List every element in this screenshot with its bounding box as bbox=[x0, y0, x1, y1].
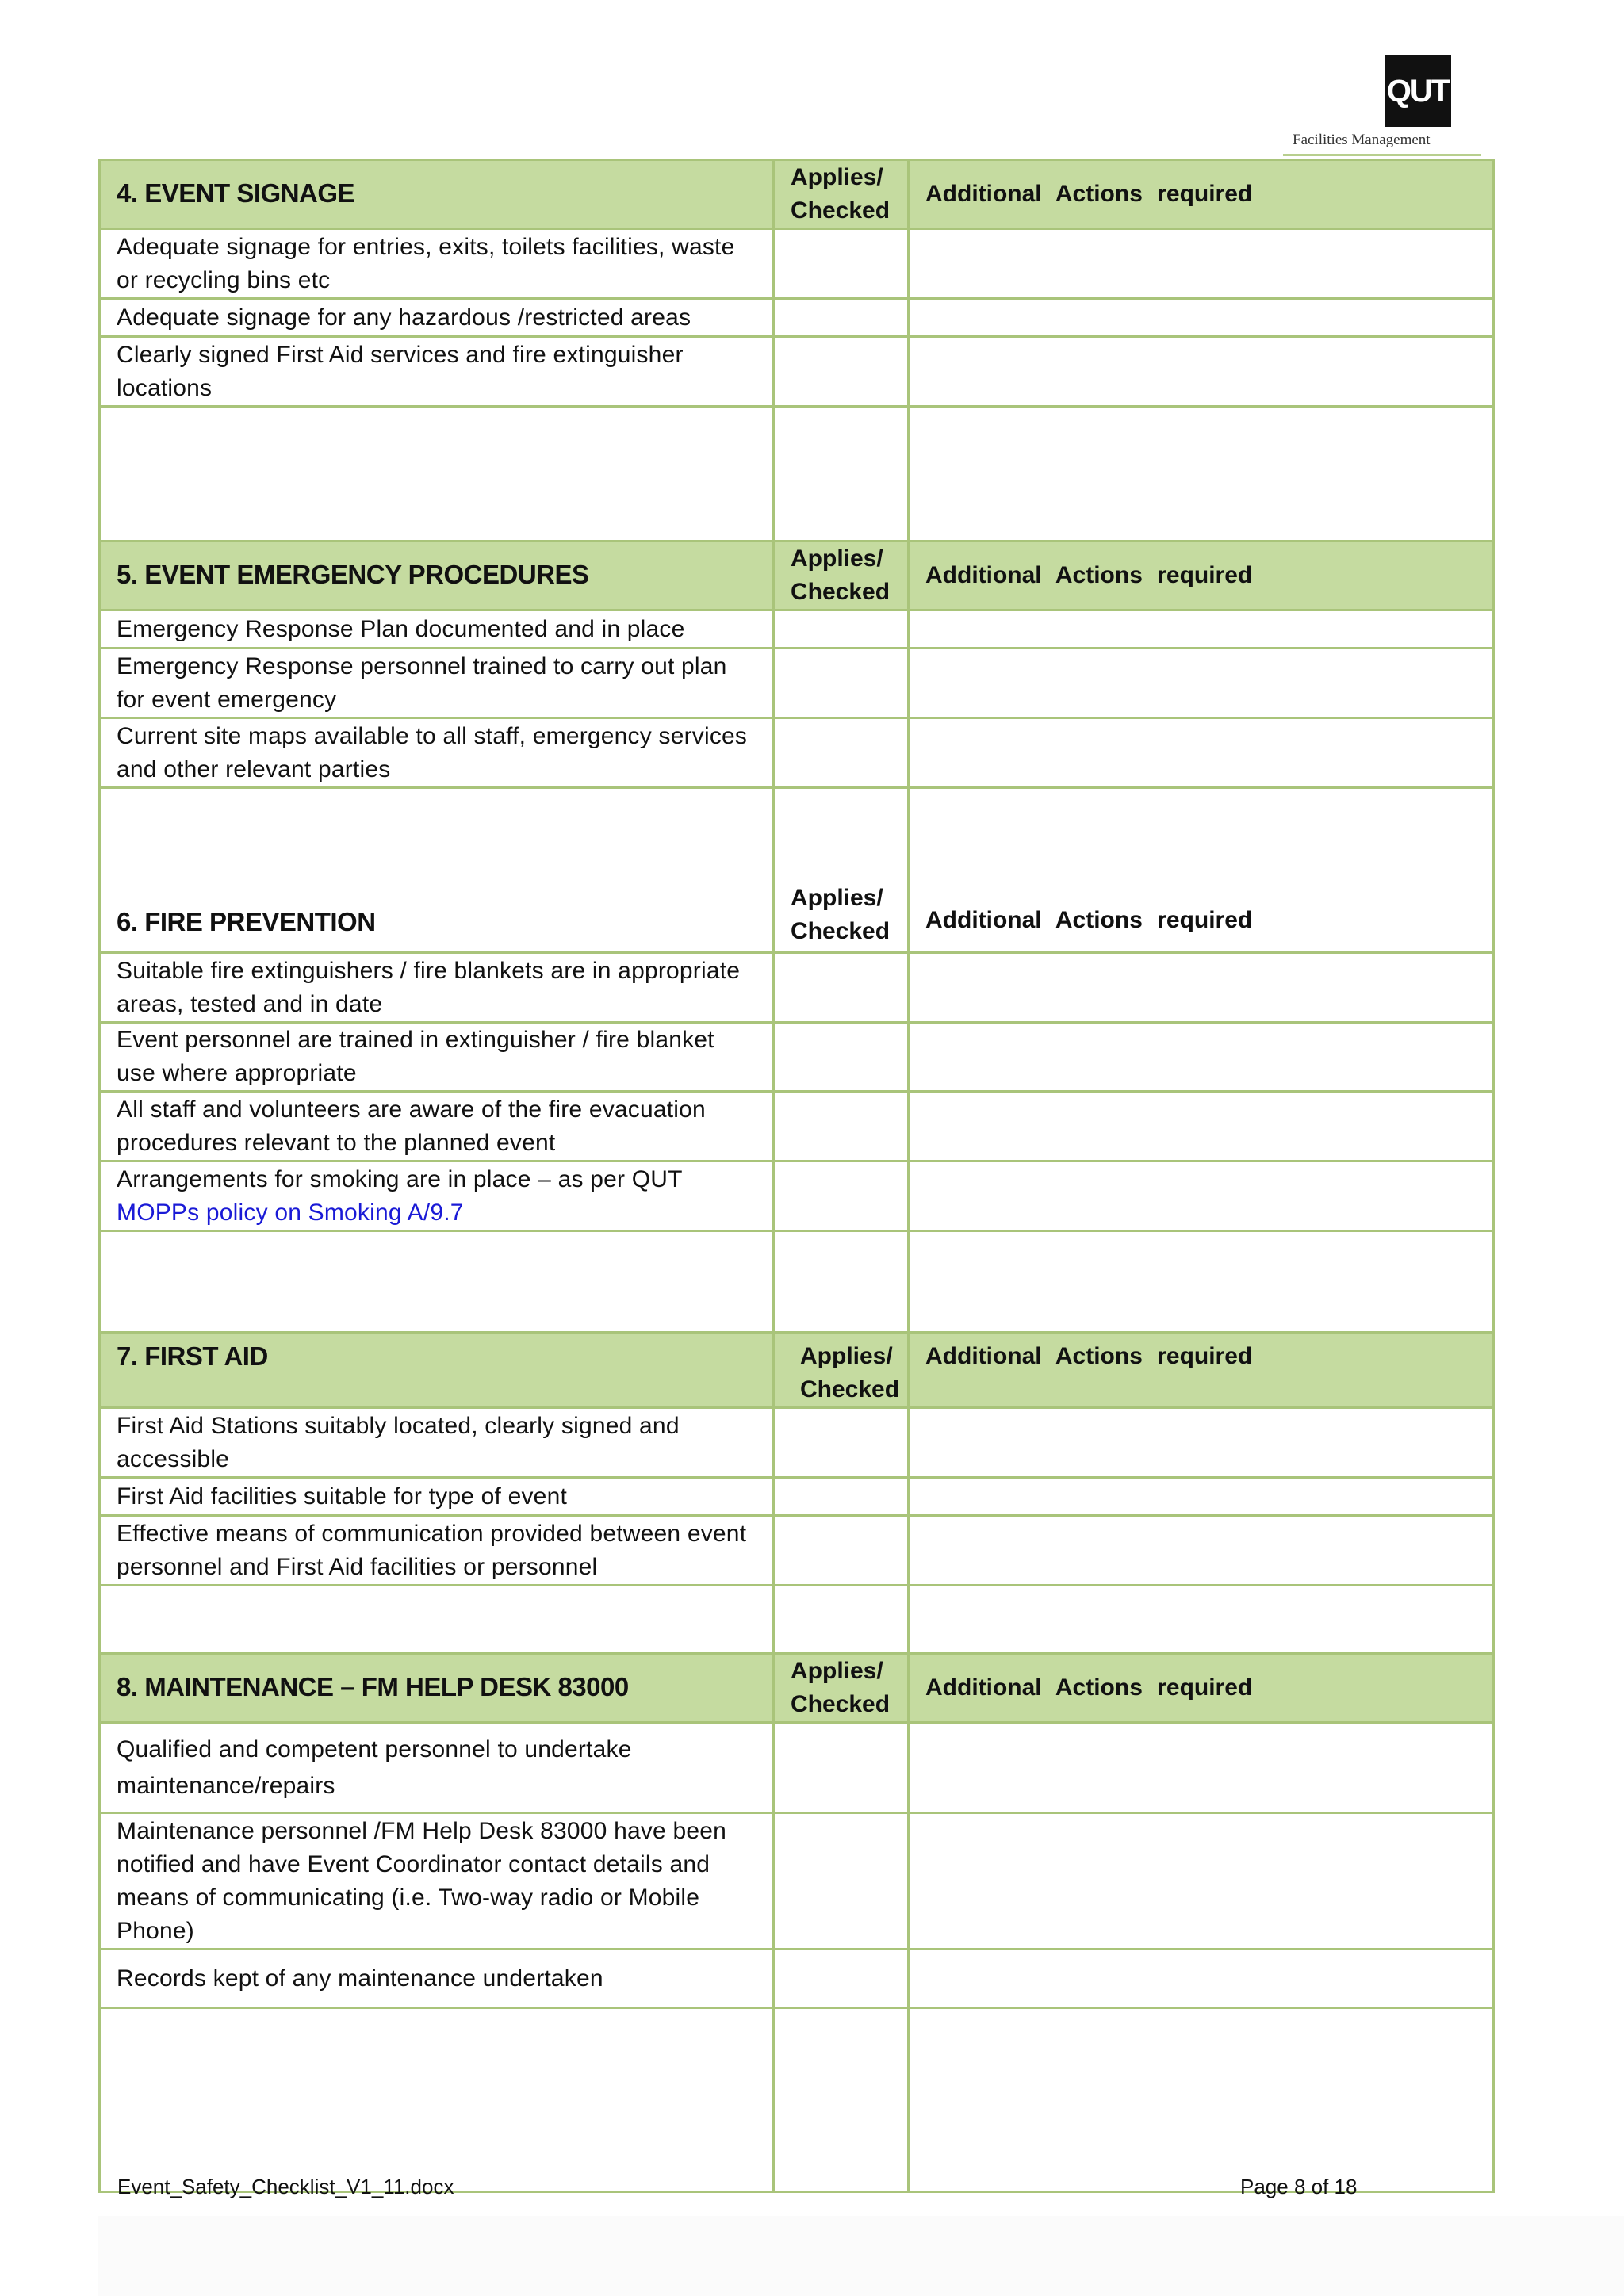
checklist-item: Effective means of communication provided between event personnel and First Aid facilities or personnel bbox=[100, 1516, 774, 1586]
additional-actions-cell[interactable] bbox=[909, 1813, 1494, 1950]
logo-underline bbox=[1283, 154, 1481, 156]
section-title: 4. EVENT SIGNAGE bbox=[100, 160, 774, 229]
additional-actions-cell[interactable] bbox=[909, 1023, 1494, 1092]
applies-checkbox-cell[interactable] bbox=[774, 1408, 909, 1478]
applies-checkbox-cell[interactable] bbox=[774, 1161, 909, 1231]
checklist-item: Event personnel are trained in extinguisher / fire blanket use where appropriate bbox=[100, 1023, 774, 1092]
checklist-row bbox=[100, 1408, 1494, 1478]
applies-checkbox-cell[interactable] bbox=[774, 2008, 909, 2192]
additional-actions-cell[interactable] bbox=[909, 1478, 1494, 1516]
applies-checkbox-cell[interactable] bbox=[774, 610, 909, 649]
page-bottom-shade bbox=[98, 2216, 1624, 2296]
qut-logo-mark: QUT bbox=[1385, 55, 1451, 127]
applies-checkbox-cell[interactable] bbox=[774, 407, 909, 541]
applies-checkbox-cell[interactable] bbox=[774, 1478, 909, 1516]
checklist-row bbox=[100, 229, 1494, 299]
applies-checkbox-cell[interactable] bbox=[774, 953, 909, 1023]
additional-actions-cell[interactable] bbox=[909, 1950, 1494, 2008]
checklist-row bbox=[100, 299, 1494, 337]
additional-actions-cell[interactable] bbox=[909, 1723, 1494, 1813]
applies-checkbox-cell[interactable] bbox=[774, 649, 909, 718]
applies-checkbox-cell[interactable] bbox=[774, 1516, 909, 1586]
applies-checkbox-cell[interactable] bbox=[774, 229, 909, 299]
additional-actions-header: Additional Actions required bbox=[909, 541, 1494, 610]
applies-checkbox-cell[interactable] bbox=[774, 337, 909, 407]
checklist-item: Arrangements for smoking are in place – as per QUT MOPPs policy on Smoking A/9.7 bbox=[100, 1161, 774, 1231]
checklist-item: Adequate signage for entries, exits, toilets facilities, waste or recycling bins etc bbox=[100, 229, 774, 299]
section-title: 6. FIRE PREVENTION bbox=[100, 788, 774, 953]
applies-checkbox-cell[interactable] bbox=[774, 1813, 909, 1950]
blank-item-cell[interactable] bbox=[100, 1231, 774, 1333]
checklist-row bbox=[100, 1161, 1494, 1231]
applies-checked-header: Applies/ Checked bbox=[774, 160, 909, 229]
additional-actions-cell[interactable] bbox=[909, 1161, 1494, 1231]
applies-checkbox-cell[interactable] bbox=[774, 1950, 909, 2008]
additional-actions-header: Additional Actions required bbox=[909, 160, 1494, 229]
section-title: 8. MAINTENANCE – FM HELP DESK 83000 bbox=[100, 1654, 774, 1723]
section-header-maintenance bbox=[100, 1654, 1494, 1723]
additional-actions-header: Additional Actions required bbox=[909, 1654, 1494, 1723]
blank-item-cell[interactable] bbox=[100, 407, 774, 541]
applies-checkbox-cell[interactable] bbox=[774, 718, 909, 788]
section-title: 7. FIRST AID bbox=[100, 1333, 774, 1408]
applies-checked-header: Applies/ Checked bbox=[774, 541, 909, 610]
checklist-row bbox=[100, 953, 1494, 1023]
footer-page-number: Page 8 of 18 bbox=[1240, 2175, 1358, 2198]
section-title: 5. EVENT EMERGENCY PROCEDURES bbox=[100, 541, 774, 610]
additional-actions-header: Additional Actions required bbox=[909, 788, 1494, 953]
blank-row bbox=[100, 1586, 1494, 1654]
checklist-item: Qualified and competent personnel to undertake maintenance/repairs bbox=[100, 1723, 774, 1813]
checklist-row bbox=[100, 610, 1494, 649]
checklist-item: Emergency Response Plan documented and in place bbox=[100, 610, 774, 649]
additional-actions-cell[interactable] bbox=[909, 407, 1494, 541]
blank-row bbox=[100, 1231, 1494, 1333]
applies-checkbox-cell[interactable] bbox=[774, 299, 909, 337]
applies-checkbox-cell[interactable] bbox=[774, 1231, 909, 1333]
checklist-item: Maintenance personnel /FM Help Desk 83000 have been notified and have Event Coordinator contact details and means of communicating (i.e. Two-way radio or Mobile Phone) bbox=[100, 1813, 774, 1950]
additional-actions-cell[interactable] bbox=[909, 2008, 1494, 2192]
additional-actions-cell[interactable] bbox=[909, 953, 1494, 1023]
checklist-row bbox=[100, 1813, 1494, 1950]
additional-actions-cell[interactable] bbox=[909, 1231, 1494, 1333]
checklist-row bbox=[100, 337, 1494, 407]
blank-item-cell[interactable] bbox=[100, 2008, 774, 2192]
checklist-row bbox=[100, 1478, 1494, 1516]
additional-actions-cell[interactable] bbox=[909, 718, 1494, 788]
checklist-item: Records kept of any maintenance undertaken bbox=[100, 1950, 774, 2008]
additional-actions-cell[interactable] bbox=[909, 337, 1494, 407]
checklist-item: Clearly signed First Aid services and fire extinguisher locations bbox=[100, 337, 774, 407]
applies-checkbox-cell[interactable] bbox=[774, 1723, 909, 1813]
footer-filename: Event_Safety_Checklist_V1_11.docx bbox=[117, 2175, 454, 2198]
section-header-signage bbox=[100, 160, 1494, 229]
checklist-item: First Aid Stations suitably located, clearly signed and accessible bbox=[100, 1408, 774, 1478]
blank-row bbox=[100, 2008, 1494, 2192]
additional-actions-cell[interactable] bbox=[909, 299, 1494, 337]
additional-actions-cell[interactable] bbox=[909, 1408, 1494, 1478]
additional-actions-cell[interactable] bbox=[909, 1092, 1494, 1161]
logo-subtitle: Facilities Management bbox=[1293, 132, 1431, 148]
applies-checkbox-cell[interactable] bbox=[774, 1092, 909, 1161]
checklist-item: All staff and volunteers are aware of the fire evacuation procedures relevant to the planned event bbox=[100, 1092, 774, 1161]
section-header-fire-prevention bbox=[100, 788, 1494, 953]
additional-actions-cell[interactable] bbox=[909, 1516, 1494, 1586]
additional-actions-cell[interactable] bbox=[909, 610, 1494, 649]
checklist-row bbox=[100, 718, 1494, 788]
checklist-row bbox=[100, 1723, 1494, 1813]
additional-actions-cell[interactable] bbox=[909, 1586, 1494, 1654]
additional-actions-cell[interactable] bbox=[909, 229, 1494, 299]
applies-checkbox-cell[interactable] bbox=[774, 1023, 909, 1092]
checklist-item: Emergency Response personnel trained to carry out plan for event emergency bbox=[100, 649, 774, 718]
checklist-item: Current site maps available to all staff, emergency services and other relevant parties bbox=[100, 718, 774, 788]
applies-checked-header: Applies/ Checked bbox=[774, 1333, 909, 1408]
additional-actions-cell[interactable] bbox=[909, 649, 1494, 718]
applies-checked-header: Applies/ Checked bbox=[774, 1654, 909, 1723]
checklist-item: Suitable fire extinguishers / fire blankets are in appropriate areas, tested and in date bbox=[100, 953, 774, 1023]
checklist-row bbox=[100, 1516, 1494, 1586]
checklist-item: First Aid facilities suitable for type of event bbox=[100, 1478, 774, 1516]
additional-actions-header: Additional Actions required bbox=[909, 1333, 1494, 1408]
smoking-policy-link[interactable]: MOPPs policy on Smoking A/9.7 bbox=[117, 1199, 464, 1226]
checklist-row bbox=[100, 1023, 1494, 1092]
checklist-row bbox=[100, 649, 1494, 718]
event-safety-checklist-table bbox=[98, 159, 1495, 2193]
checklist-row bbox=[100, 1950, 1494, 2008]
blank-row bbox=[100, 407, 1494, 541]
section-header-emergency bbox=[100, 541, 1494, 610]
applies-checkbox-cell[interactable] bbox=[774, 1586, 909, 1654]
qut-logo bbox=[1283, 55, 1473, 159]
checklist-item: Adequate signage for any hazardous /restricted areas bbox=[100, 299, 774, 337]
checklist-row bbox=[100, 1092, 1494, 1161]
blank-item-cell[interactable] bbox=[100, 1586, 774, 1654]
applies-checked-header: Applies/ Checked bbox=[774, 788, 909, 953]
section-header-first-aid bbox=[100, 1333, 1494, 1408]
